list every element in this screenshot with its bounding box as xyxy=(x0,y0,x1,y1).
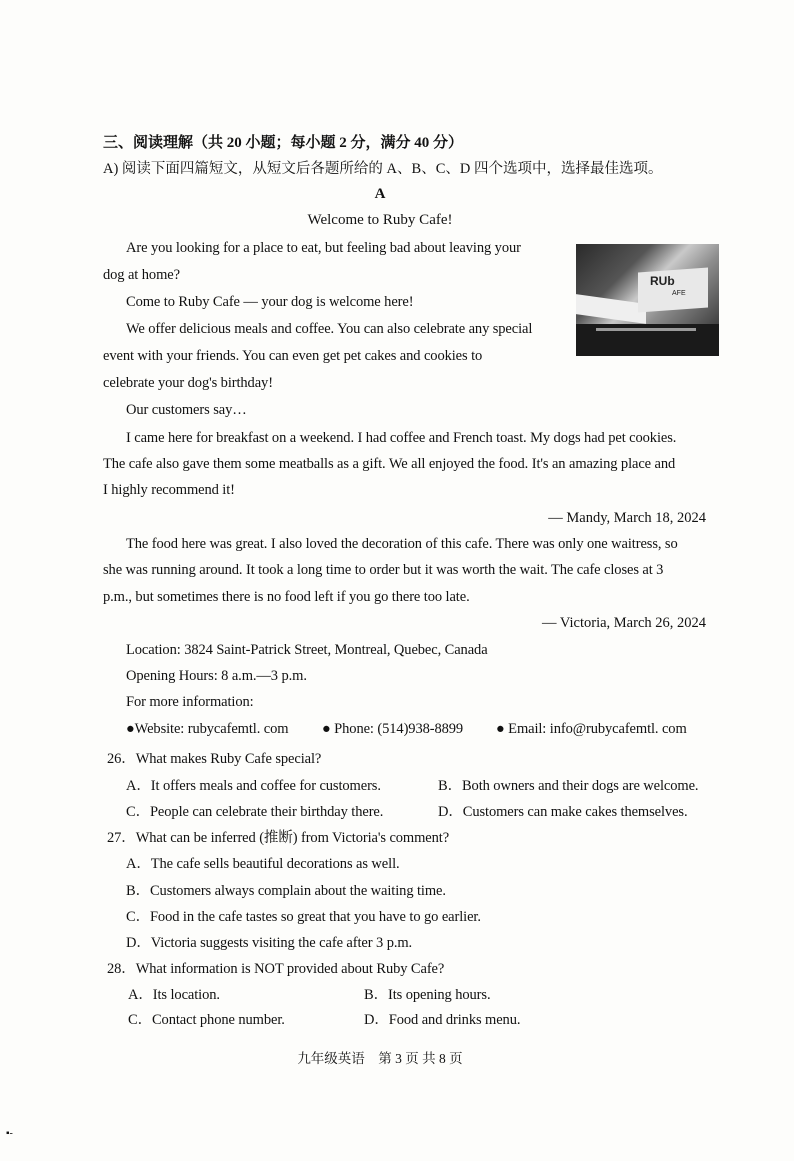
signature-victoria: — Victoria, March 26, 2024 xyxy=(542,615,706,631)
info-phone: ● Phone: (514)938-8899 xyxy=(322,721,464,737)
paragraph-line: I highly recommend it! xyxy=(103,482,235,498)
question-26-option-b: B．Both owners and their dogs are welcome. xyxy=(438,778,699,794)
paragraph-line: Are you looking for a place to eat, but feeling bad about leaving your xyxy=(126,240,521,256)
question-28-stem: 28．What information is NOT provided about Ruby Cafe? xyxy=(107,961,445,977)
question-28-option-c: C．Contact phone number. xyxy=(128,1012,285,1028)
paragraph-line: dog at home? xyxy=(103,267,180,283)
paragraph-line: I came here for breakfast on a weekend. I had coffee and French toast. My dogs had pet cookies. xyxy=(126,430,677,446)
question-26-option-a: A．It offers meals and coffee for customers. xyxy=(126,778,381,794)
paragraph-line: The food here was great. I also loved the decoration of this cafe. There was only one waitress, so xyxy=(126,536,678,552)
question-28-option-d: D．Food and drinks menu. xyxy=(364,1012,521,1028)
question-27-stem: 27．What can be inferred (推断) from Victoria's comment? xyxy=(107,830,450,846)
signature-mandy: — Mandy, March 18, 2024 xyxy=(548,510,706,526)
question-26-option-d: D．Customers can make cakes themselves. xyxy=(438,804,688,820)
question-27-option-b: B．Customers always complain about the waiting time. xyxy=(126,883,446,899)
question-27-option-a: A．The cafe sells beautiful decorations as well. xyxy=(126,856,400,872)
section-title: 三、阅读理解（共 20 小题；每小题 2 分，满分 40 分） xyxy=(103,135,464,151)
photo-sign-text: RUb xyxy=(650,274,675,288)
info-hours: Opening Hours: 8 a.m.—3 p.m. xyxy=(126,668,307,684)
info-more: For more information: xyxy=(126,694,254,710)
question-27-option-c: C．Food in the cafe tastes so great that you have to go earlier. xyxy=(126,909,481,925)
cafe-photo xyxy=(576,244,719,356)
question-26-option-c: C．People can celebrate their birthday there. xyxy=(126,804,384,820)
question-26-stem: 26．What makes Ruby Cafe special? xyxy=(107,751,322,767)
paragraph-line: The cafe also gave them some meatballs as a gift. We all enjoyed the food. It's an amazing place and xyxy=(103,456,676,472)
question-27-option-d: D．Victoria suggests visiting the cafe after 3 p.m. xyxy=(126,935,413,951)
page-footer: 九年级英语 第 3 页 共 8 页 xyxy=(297,1051,463,1066)
paragraph-line: celebrate your dog's birthday! xyxy=(103,375,273,391)
paragraph-line: p.m., but sometimes there is no food left if you go there too late. xyxy=(103,589,470,605)
paragraph-line: We offer delicious meals and coffee. You can also celebrate any special xyxy=(126,321,533,337)
paragraph-line: Our customers say… xyxy=(126,402,247,418)
info-location: Location: 3824 Saint-Patrick Street, Montreal, Quebec, Canada xyxy=(126,642,488,658)
photo-sign-text2: AFE xyxy=(672,290,686,297)
instruction: A) 阅读下面四篇短文，从短文后各题所给的 A、B、C、D 四个选项中，选择最佳选项。 xyxy=(103,161,663,177)
question-28-option-b: B．Its opening hours. xyxy=(364,987,491,1003)
paragraph-line: event with your friends. You can even get pet cakes and cookies to xyxy=(103,348,483,364)
question-28-option-a: A．Its location. xyxy=(128,987,220,1003)
passage-title: Welcome to Ruby Cafe! xyxy=(307,212,453,228)
info-website: ●Website: rubycafemtl. com xyxy=(126,721,289,737)
paragraph-line: Come to Ruby Cafe — your dog is welcome here! xyxy=(126,294,414,310)
passage-letter: A xyxy=(374,186,386,202)
paragraph-line: she was running around. It took a long time to order but it was worth the wait. The cafe closes at 3 xyxy=(103,562,664,578)
scan-mark: ▪‑ xyxy=(6,1128,13,1139)
info-email: ● Email: info@rubycafemtl. com xyxy=(496,721,687,737)
